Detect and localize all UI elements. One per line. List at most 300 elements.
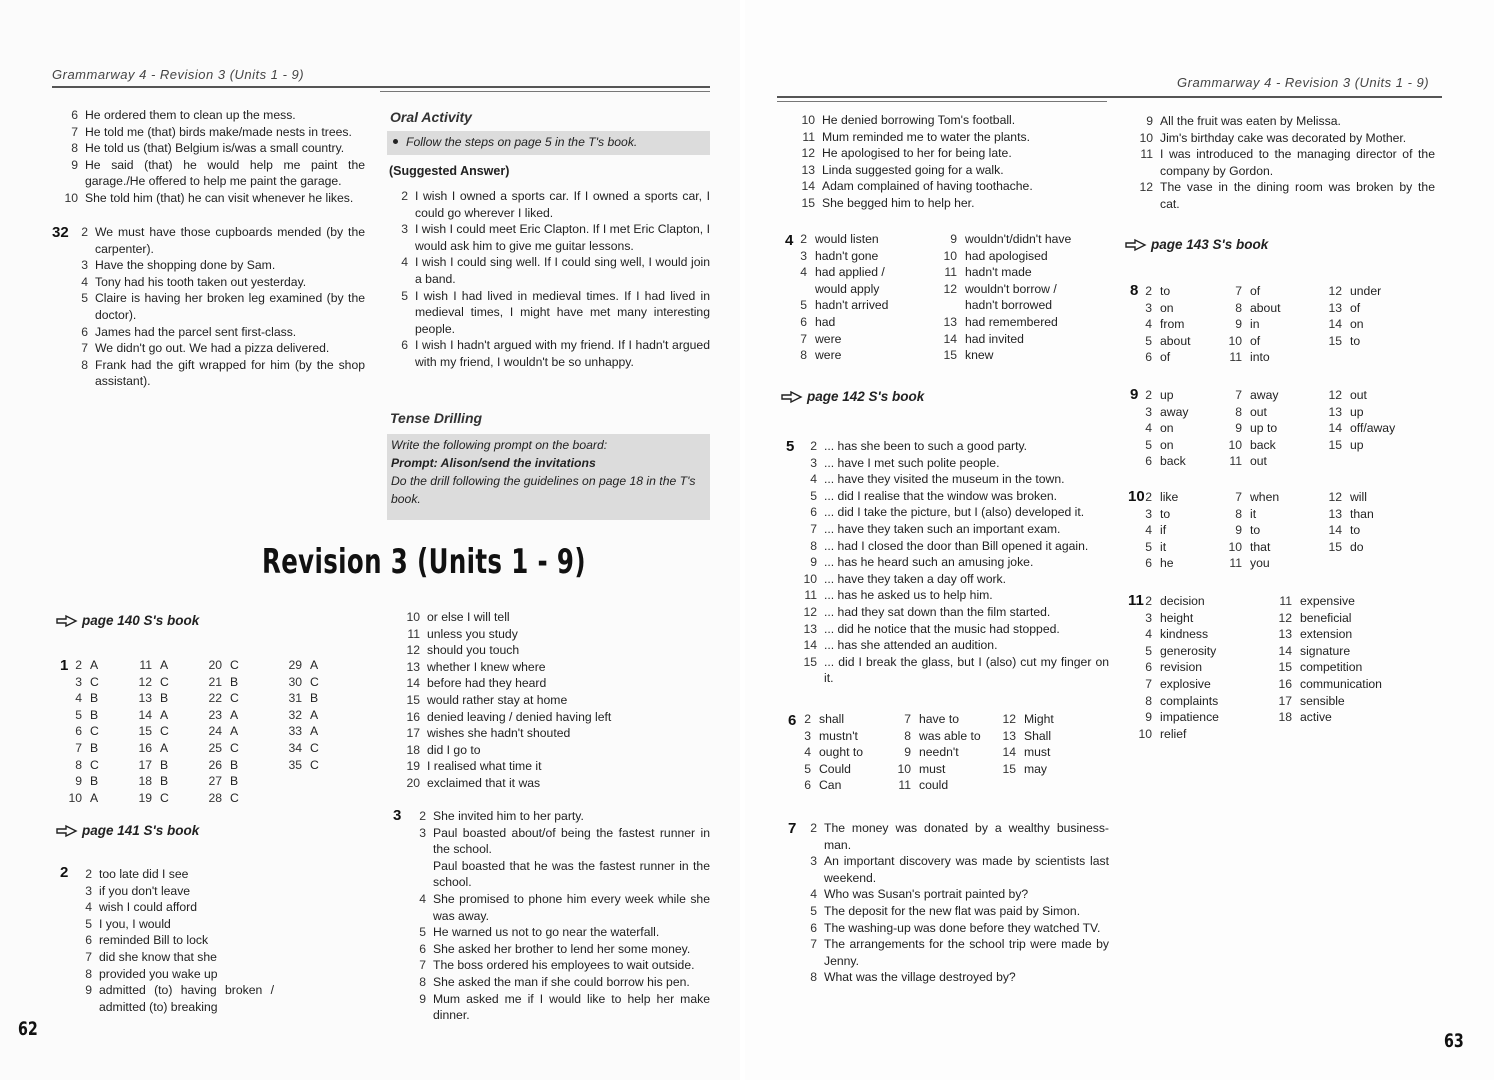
answer-value: active xyxy=(1300,710,1332,725)
item-number: 8 xyxy=(810,970,817,985)
item-text: denied leaving / denied having left xyxy=(427,709,612,724)
item-number: 14 xyxy=(801,179,815,194)
item-number: 3 xyxy=(401,222,408,237)
item-text: before had they heard xyxy=(427,676,547,691)
answer-value: A xyxy=(90,790,99,805)
answer-number: 2 xyxy=(1145,388,1152,402)
answer-cell xyxy=(1130,522,1166,539)
answer-value: hadn't gone xyxy=(815,248,879,263)
answer-cell xyxy=(1220,522,1260,539)
item-number: 10 xyxy=(64,190,78,205)
item-text: An important discovery was made by scientists last weekend. xyxy=(824,854,1109,885)
list-item xyxy=(789,903,1109,920)
answer-value: that xyxy=(1250,539,1271,554)
item-number: 16 xyxy=(406,709,420,724)
list-item xyxy=(50,124,365,141)
answer-number: 12 xyxy=(1328,284,1342,298)
answer-value: sensible xyxy=(1300,693,1345,708)
item-text: I wish I owned a sports car. If I owned a sports car, I could go wherever I liked. xyxy=(415,189,710,220)
header-rule xyxy=(52,86,710,88)
answer-cell xyxy=(200,707,238,724)
answer-cell xyxy=(280,707,318,724)
answer-cell xyxy=(1320,333,1360,350)
answer-cell xyxy=(130,773,168,790)
answer-value: C xyxy=(230,741,239,755)
item-number: 12 xyxy=(1139,180,1153,195)
answer-number: 20 xyxy=(208,658,222,672)
exercise-31-continued xyxy=(50,107,365,207)
list-item xyxy=(789,521,1109,538)
oral-activity-answers xyxy=(380,188,710,371)
answer-number: 34 xyxy=(288,741,302,755)
answer-number: 30 xyxy=(288,674,302,689)
answer-cell xyxy=(130,790,169,807)
answer-number: 10 xyxy=(1228,333,1242,348)
answer-number: 5 xyxy=(1145,437,1152,452)
answer-cell xyxy=(1320,489,1367,506)
list-item xyxy=(789,654,1109,687)
list-item xyxy=(392,659,692,676)
answer-value: complaints xyxy=(1160,693,1219,708)
item-text: ... has she attended an audition. xyxy=(824,638,998,653)
item-text: ... has he heard such an amusing joke. xyxy=(824,555,1034,570)
item-number xyxy=(398,858,433,891)
oral-activity-instruction: Follow the steps on page 5 in the T's book. xyxy=(406,135,638,149)
answer-number: 3 xyxy=(804,728,811,743)
item-number: 9 xyxy=(1146,114,1153,128)
answer-value: height xyxy=(1160,610,1194,625)
answer-value: were xyxy=(815,348,842,363)
answer-value: had apologised xyxy=(965,248,1048,263)
exercise-number: 10 xyxy=(1128,488,1145,505)
item-number: 13 xyxy=(803,621,817,636)
list-item xyxy=(50,107,365,124)
list-item xyxy=(787,195,1107,212)
answer-value: explosive xyxy=(1160,677,1211,691)
answer-cell xyxy=(889,777,948,794)
answer-number: 4 xyxy=(75,691,82,706)
answer-cell xyxy=(1320,404,1364,421)
item-text: Paul boasted about/of being the fastest runner in the school. xyxy=(433,825,710,857)
item-text: should you touch xyxy=(427,643,520,658)
answer-cell xyxy=(200,773,238,790)
answer-number: 8 xyxy=(1235,506,1242,521)
list-item xyxy=(64,932,274,949)
suggested-answer-label: (Suggested Answer) xyxy=(389,164,510,178)
answer-value: may xyxy=(1024,761,1048,776)
item-text: Mum asked me if I would like to help her make dinner. xyxy=(433,991,710,1023)
answer-number: 11 xyxy=(944,265,957,280)
item-text: I wish I had lived in medieval times. If I had lived in medieval times, I might have met many interesting people. xyxy=(415,288,710,336)
answer-number: 13 xyxy=(1328,300,1342,315)
answer-value: to xyxy=(1350,333,1361,348)
answer-cell xyxy=(60,790,98,807)
item-text: if you don't leave xyxy=(99,883,191,898)
answer-number: 16 xyxy=(138,741,152,755)
answer-value: C xyxy=(310,674,319,689)
answer-value: Might xyxy=(1024,712,1054,726)
answer-number: 7 xyxy=(1235,490,1242,504)
item-text: exclaimed that it was xyxy=(427,775,541,790)
exercise-number: 2 xyxy=(60,864,69,881)
item-text: I was introduced to the managing director of the company by Gordon. xyxy=(1160,147,1435,178)
answer-cell xyxy=(200,674,238,691)
list-item xyxy=(64,966,274,983)
answer-value: ought to xyxy=(819,745,864,760)
answer-cell xyxy=(935,297,1052,314)
header-rule-thin xyxy=(380,91,710,92)
item-text: Mum reminded me to water the plants. xyxy=(822,129,1030,144)
answer-cell xyxy=(1220,349,1270,366)
answer-value: if xyxy=(1160,523,1167,538)
answer-cell xyxy=(1270,626,1352,643)
answer-value: had applied / xyxy=(815,265,885,280)
answer-number: 7 xyxy=(1235,388,1242,402)
answer-cell xyxy=(935,264,1032,281)
item-number: 3 xyxy=(85,883,92,898)
item-text: ... did he notice that the music had stopped. xyxy=(824,621,1060,636)
answer-value: B xyxy=(230,774,239,789)
answer-value: up to xyxy=(1250,421,1278,436)
tense-line-3: Do the drill following the guidelines on page 18 in the T's book. xyxy=(391,474,696,506)
item-text: I wish I could sing well. If I could sing well, I would join a band. xyxy=(415,255,710,286)
answer-cell xyxy=(1220,489,1279,506)
answer-cell xyxy=(1270,693,1345,710)
item-number: 5 xyxy=(810,488,817,503)
answer-value: were xyxy=(815,331,842,346)
answer-number: 6 xyxy=(1145,350,1152,365)
answer-value: impatience xyxy=(1160,710,1219,725)
answer-number: 13 xyxy=(1328,506,1342,521)
answer-value: of xyxy=(1250,333,1261,348)
item-number: 8 xyxy=(81,357,88,372)
exercise-number: 1 xyxy=(60,657,69,674)
item-number: 3 xyxy=(419,825,426,840)
list-item xyxy=(60,290,365,323)
answer-number: 33 xyxy=(288,724,302,739)
answer-value: decision xyxy=(1160,594,1205,608)
answer-value: C xyxy=(310,741,319,755)
item-number: 5 xyxy=(810,903,817,918)
exercise-3 xyxy=(398,808,710,1024)
answer-cell xyxy=(994,711,1054,728)
answer-cell xyxy=(1220,437,1276,454)
answer-value: could xyxy=(919,778,949,793)
running-header: Grammarway 4 - Revision 3 (Units 1 - 9) xyxy=(52,67,305,82)
item-number: 7 xyxy=(81,341,88,356)
item-text: ... have I met such polite people. xyxy=(824,455,1000,470)
answer-number: 2 xyxy=(75,658,82,672)
item-number: 7 xyxy=(810,521,817,536)
list-item xyxy=(392,609,692,626)
answer-number: 19 xyxy=(138,790,152,805)
list-item xyxy=(60,274,365,291)
answer-number: 13 xyxy=(1002,728,1016,743)
answer-value: like xyxy=(1160,490,1179,504)
item-number: 11 xyxy=(407,626,420,641)
item-number: 7 xyxy=(71,124,78,139)
answer-value: competition xyxy=(1300,660,1363,675)
answer-cell xyxy=(789,711,844,728)
item-text: James had the parcel sent first-class. xyxy=(95,324,297,339)
answer-value: you xyxy=(1250,556,1270,571)
list-item xyxy=(64,883,274,900)
answer-cell xyxy=(60,740,98,757)
answer-value: C xyxy=(230,658,239,672)
answer-value: A xyxy=(160,707,169,722)
item-number: 11 xyxy=(802,129,815,144)
exercise-number: 5 xyxy=(786,438,795,455)
list-item xyxy=(398,808,710,825)
answer-number: 7 xyxy=(800,331,807,346)
answer-value: on xyxy=(1350,317,1364,332)
item-text: reminded Bill to lock xyxy=(99,933,209,948)
list-item xyxy=(789,554,1109,571)
answer-value: than xyxy=(1350,506,1374,521)
item-text: Claire is having her broken leg examined (by the doctor). xyxy=(95,291,365,322)
item-number: 6 xyxy=(81,324,88,339)
answer-cell xyxy=(889,744,959,761)
list-item xyxy=(60,357,365,390)
list-item xyxy=(789,621,1109,638)
answer-cell xyxy=(1220,404,1267,421)
pointing-hand-icon xyxy=(56,614,78,628)
list-item xyxy=(789,820,1109,853)
item-text: She asked her brother to lend her some money. xyxy=(433,941,691,956)
answer-value: to xyxy=(1160,284,1171,298)
answer-value: had xyxy=(815,315,836,329)
answer-cell xyxy=(1270,676,1382,693)
answer-cell xyxy=(1130,693,1218,710)
answer-number: 6 xyxy=(804,778,811,793)
answer-number: 10 xyxy=(1138,726,1152,741)
item-text: The money was donated by a wealthy business-man. xyxy=(824,821,1109,852)
item-number: 4 xyxy=(401,255,408,270)
answer-value: B xyxy=(90,707,99,722)
item-number: 9 xyxy=(419,991,426,1006)
answer-value: about xyxy=(1250,300,1281,315)
exercise-number: 4 xyxy=(785,232,794,249)
answer-cell xyxy=(1320,506,1374,523)
answer-cell xyxy=(200,740,239,757)
answer-value: B xyxy=(90,691,99,706)
answer-number: 8 xyxy=(904,728,911,743)
item-number: 13 xyxy=(406,659,420,674)
answer-value: hadn't borrowed xyxy=(965,298,1053,313)
list-item xyxy=(787,129,1107,146)
answer-cell xyxy=(1130,593,1205,610)
answer-cell xyxy=(785,314,835,331)
answer-number: 11 xyxy=(139,658,152,672)
list-item xyxy=(789,455,1109,472)
item-number: 8 xyxy=(71,141,78,156)
list-item xyxy=(64,899,274,916)
answer-number: 9 xyxy=(950,232,957,246)
answer-value: Could xyxy=(819,761,851,776)
item-number: 8 xyxy=(419,974,426,989)
answer-number: 11 xyxy=(1229,454,1242,469)
page-ref-label: page 142 S's book xyxy=(807,389,925,404)
list-item xyxy=(392,775,692,792)
item-number: 6 xyxy=(71,108,78,122)
item-number: 5 xyxy=(85,916,92,931)
answer-value: must xyxy=(1024,745,1051,760)
item-number: 4 xyxy=(419,891,426,906)
answer-number: 3 xyxy=(800,248,807,263)
item-text: I you, I would xyxy=(99,916,171,931)
exercise-3-continued xyxy=(787,112,1107,212)
pointing-hand-icon xyxy=(56,824,78,838)
list-item xyxy=(1125,130,1435,147)
answer-cell xyxy=(935,248,1048,265)
list-item xyxy=(398,974,710,991)
item-number: 14 xyxy=(803,638,817,653)
list-item xyxy=(1125,146,1435,179)
answer-cell xyxy=(1220,420,1277,437)
item-number: 10 xyxy=(406,610,420,624)
answer-cell xyxy=(1220,539,1270,556)
answer-number: 12 xyxy=(138,674,152,689)
item-number: 10 xyxy=(801,113,815,127)
answer-value: B xyxy=(90,774,99,789)
answer-cell xyxy=(1130,726,1186,743)
answer-number: 2 xyxy=(1145,284,1152,298)
answer-cell xyxy=(935,231,1071,248)
item-text: The deposit for the new flat was paid by Simon. xyxy=(824,903,1081,918)
answer-cell xyxy=(789,761,851,778)
exercise-32 xyxy=(60,224,365,390)
answer-number: 12 xyxy=(1328,490,1342,504)
answer-value: of xyxy=(1160,350,1171,365)
answer-cell xyxy=(1220,453,1267,470)
answer-number: 15 xyxy=(1278,660,1292,675)
list-item xyxy=(398,991,710,1024)
item-number: 5 xyxy=(401,288,408,303)
page-number: 63 xyxy=(1444,1030,1464,1052)
answer-number: 11 xyxy=(898,778,911,793)
answer-cell xyxy=(280,757,319,774)
answer-cell xyxy=(1130,316,1184,333)
pointing-hand-icon xyxy=(1125,238,1147,252)
item-number: 9 xyxy=(85,983,92,998)
left-page xyxy=(0,0,740,1080)
item-number: 8 xyxy=(85,966,92,981)
answer-cell xyxy=(785,297,888,314)
answer-cell xyxy=(130,740,168,757)
answer-cell xyxy=(889,711,959,728)
item-number: 9 xyxy=(810,555,817,570)
answer-number: 6 xyxy=(1145,454,1152,469)
list-item xyxy=(787,145,1107,162)
answer-value: in xyxy=(1250,317,1260,332)
answer-cell xyxy=(1220,506,1256,523)
list-item xyxy=(787,112,1107,129)
answer-number: 23 xyxy=(208,707,222,722)
answer-value: B xyxy=(160,757,169,772)
answer-number: 2 xyxy=(804,712,811,726)
answer-value: kindness xyxy=(1160,627,1209,642)
answer-cell xyxy=(1130,453,1186,470)
answer-number: 3 xyxy=(1145,300,1152,315)
item-text: She begged him to help her. xyxy=(822,195,975,210)
pointing-hand-icon xyxy=(781,390,803,404)
answer-number: 13 xyxy=(1328,404,1342,419)
exercise-number: 32 xyxy=(52,224,69,241)
answer-number: 24 xyxy=(208,724,222,739)
answer-cell xyxy=(280,690,318,707)
answer-number: 9 xyxy=(1145,710,1152,725)
answer-value: about xyxy=(1160,333,1191,348)
answer-number: 12 xyxy=(1278,610,1292,625)
item-text: Paul boasted that he was the fastest runner in the school. xyxy=(433,858,710,890)
item-text: The vase in the dining room was broken by the cat. xyxy=(1160,180,1435,211)
item-number: 3 xyxy=(810,854,817,869)
list-item xyxy=(789,920,1109,937)
answer-cell xyxy=(200,790,239,807)
answer-number: 5 xyxy=(75,707,82,722)
list-item xyxy=(789,538,1109,555)
item-number: 10 xyxy=(1139,130,1153,145)
answer-value: when xyxy=(1250,490,1280,504)
list-item xyxy=(64,866,274,883)
item-text: He ordered them to clean up the mess. xyxy=(85,108,296,122)
answer-number: 17 xyxy=(138,757,152,772)
answer-number: 2 xyxy=(800,232,807,246)
answer-cell xyxy=(1320,300,1360,317)
list-item xyxy=(789,587,1109,604)
item-text: He told me (that) birds make/made nests in trees. xyxy=(85,124,352,139)
answer-value: knew xyxy=(965,348,994,363)
item-text: He told us (that) Belgium is/was a small country. xyxy=(85,141,345,156)
answer-cell xyxy=(1220,387,1278,404)
answer-value: off/away xyxy=(1350,421,1396,436)
answer-cell xyxy=(1320,420,1395,437)
answer-cell xyxy=(130,674,169,691)
answer-number: 14 xyxy=(138,707,152,722)
answer-value: A xyxy=(230,707,239,722)
item-number: 3 xyxy=(81,258,88,273)
item-text: She promised to phone him every week while she was away. xyxy=(433,891,710,923)
exercise-2-continued xyxy=(392,609,692,792)
answer-cell xyxy=(1220,316,1260,333)
answer-value: C xyxy=(310,757,319,772)
answer-cell xyxy=(1130,283,1170,300)
answer-cell xyxy=(1270,659,1362,676)
answer-value: communication xyxy=(1300,677,1382,691)
answer-number: 9 xyxy=(1235,317,1242,332)
answer-value: shall xyxy=(819,712,845,726)
item-text: All the fruit was eaten by Melissa. xyxy=(1160,114,1341,128)
list-item xyxy=(398,924,710,941)
item-text: ... had they sat down than the film started. xyxy=(824,604,1051,619)
answer-cell xyxy=(200,723,238,740)
item-text: Frank had the gift wrapped for him (by the shop assistant). xyxy=(95,357,365,389)
answer-cell xyxy=(785,347,841,364)
answer-number: 4 xyxy=(1145,421,1152,436)
answer-cell xyxy=(889,728,981,745)
exercise-number: 7 xyxy=(788,820,797,837)
answer-value: have to xyxy=(919,712,959,726)
answer-value: must xyxy=(919,761,946,776)
answer-cell xyxy=(1320,283,1381,300)
list-item xyxy=(398,858,710,891)
item-number: 2 xyxy=(85,867,92,881)
answer-number: 10 xyxy=(943,248,957,263)
item-number: 2 xyxy=(81,225,88,239)
item-text: He said (that) he would help me paint the garage./He offered to help me paint the garage. xyxy=(85,157,365,189)
answer-value: A xyxy=(230,724,239,739)
item-text: did she know that she xyxy=(99,949,217,964)
